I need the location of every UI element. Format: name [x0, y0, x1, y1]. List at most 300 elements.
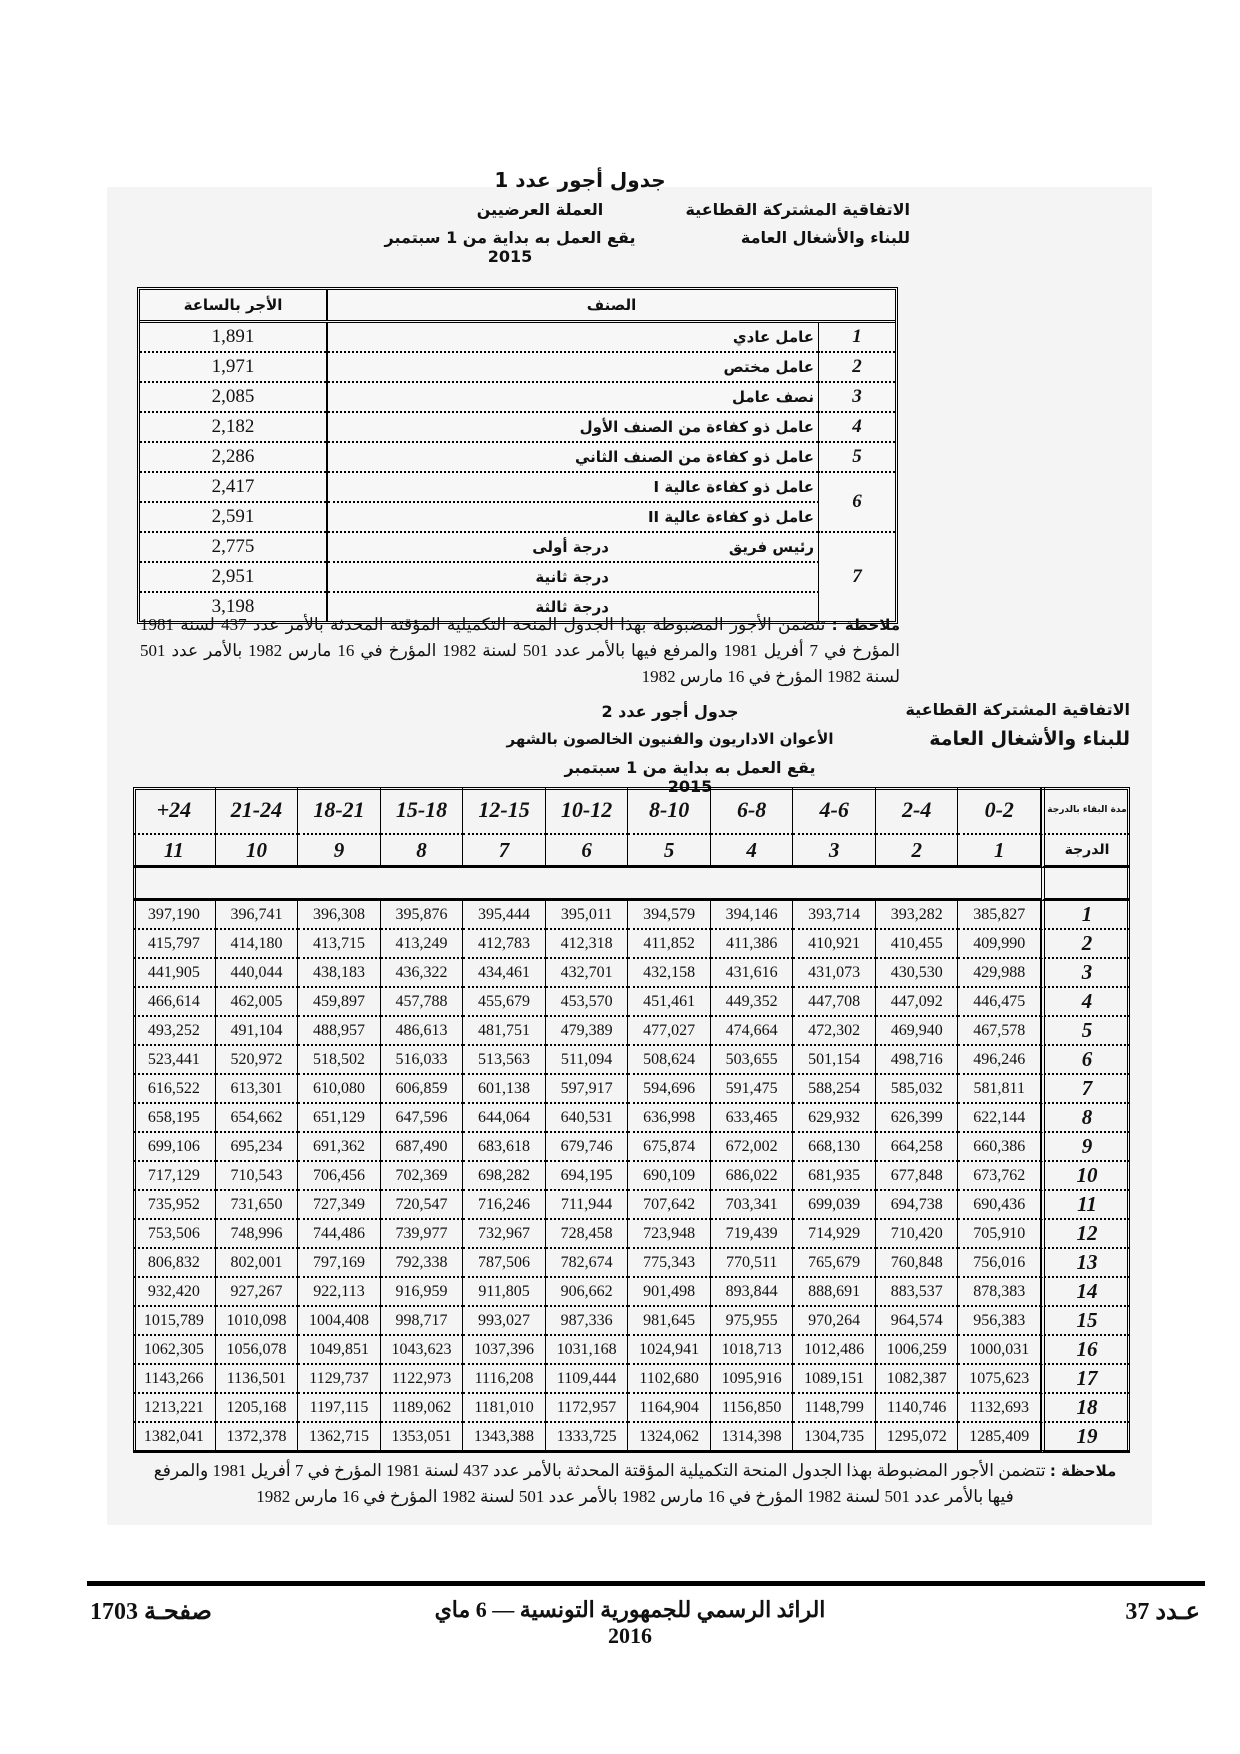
salary-cell: 610,080	[298, 1075, 381, 1104]
grade-number: 11	[1041, 1191, 1130, 1220]
salary-cell: 802,001	[216, 1249, 299, 1278]
table1-category-name: رئيس فريق	[728, 538, 814, 556]
salary-cell: 731,650	[216, 1191, 299, 1220]
table1-hourly-wage: 2,775	[140, 532, 327, 562]
salary-cell: 409,990	[958, 930, 1041, 959]
table1-category-number: 4	[819, 412, 896, 442]
salary-cell: 1116,208	[463, 1365, 546, 1394]
salary-cell: 744,486	[298, 1220, 381, 1249]
salary-cell: 523,441	[133, 1046, 216, 1075]
salary-cell: 518,502	[298, 1046, 381, 1075]
table1-category-name: عامل ذو كفاءة من الصنف الأول	[579, 418, 814, 436]
table2-category: الأعوان الاداريون والفنيون الخالصون بالشهر	[506, 730, 834, 748]
table2-row	[133, 1249, 1130, 1278]
table1-category-number: 1	[819, 322, 896, 353]
salary-cell: 694,738	[876, 1191, 959, 1220]
salary-cell: 1213,221	[133, 1394, 216, 1423]
salary-cell: 727,349	[298, 1191, 381, 1220]
salary-cell: 770,511	[711, 1249, 794, 1278]
salary-cell: 717,129	[133, 1162, 216, 1191]
salary-cell: 1164,904	[628, 1394, 711, 1423]
header-step: 5	[628, 835, 711, 868]
header-step: 6	[546, 835, 629, 868]
salary-cell: 472,302	[793, 1017, 876, 1046]
salary-cell: 385,827	[958, 901, 1041, 930]
salary-cell: 520,972	[216, 1046, 299, 1075]
salary-cell: 441,905	[133, 959, 216, 988]
salary-cell: 716,246	[463, 1191, 546, 1220]
salary-cell: 707,642	[628, 1191, 711, 1220]
table1-hourly-wage: 2,951	[140, 562, 327, 592]
table2-row	[133, 1365, 1130, 1394]
salary-cell: 581,811	[958, 1075, 1041, 1104]
table1-header-category: الصنف	[327, 290, 895, 322]
salary-cell: 675,874	[628, 1133, 711, 1162]
salary-cell: 601,138	[463, 1075, 546, 1104]
salary-cell: 496,246	[958, 1046, 1041, 1075]
salary-cell: 459,897	[298, 988, 381, 1017]
salary-cell: 1024,941	[628, 1336, 711, 1365]
salary-cell: 710,543	[216, 1162, 299, 1191]
table1-org-line2: للبناء والأشغال العامة	[740, 228, 910, 247]
salary-cell: 673,762	[958, 1162, 1041, 1191]
salary-cell: 597,917	[546, 1075, 629, 1104]
salary-cell: 927,267	[216, 1278, 299, 1307]
table2-title: جدول أجور عدد 2	[601, 702, 739, 721]
table2-row	[133, 1017, 1130, 1046]
salary-cell: 410,921	[793, 930, 876, 959]
table2-row	[133, 1336, 1130, 1365]
salary-cell: 412,318	[546, 930, 629, 959]
salary-cell: 922,113	[298, 1278, 381, 1307]
table1-category-grade: درجة أولى	[532, 538, 609, 556]
salary-cell: 782,674	[546, 1249, 629, 1278]
salary-cell: 681,935	[793, 1162, 876, 1191]
table2-row	[133, 901, 1130, 930]
table1-category: العملة العرضيين	[476, 200, 604, 219]
salary-cell: 987,336	[546, 1307, 629, 1336]
salary-cell: 446,475	[958, 988, 1041, 1017]
table2-row	[133, 1220, 1130, 1249]
blank-cell	[1041, 868, 1130, 901]
salary-cell: 588,254	[793, 1075, 876, 1104]
salary-cell: 792,338	[381, 1249, 464, 1278]
salary-cell: 911,805	[463, 1278, 546, 1307]
salary-cell: 1129,737	[298, 1365, 381, 1394]
salary-cell: 488,957	[298, 1017, 381, 1046]
table1-category-number: 2	[819, 352, 896, 382]
blank-cell	[133, 868, 1041, 901]
salary-cell: 636,998	[628, 1104, 711, 1133]
table1-hourly-wage: 2,085	[140, 382, 327, 412]
header-duration: 24+	[133, 787, 216, 835]
salary-cell: 998,717	[381, 1307, 464, 1336]
salary-cell: 956,383	[958, 1307, 1041, 1336]
table1-row	[140, 532, 895, 562]
salary-cell: 1295,072	[876, 1423, 959, 1453]
table1-category-name: نصف عامل	[731, 388, 814, 406]
footer-page-number: صفحـة 1703	[90, 1599, 212, 1625]
salary-cell: 516,033	[381, 1046, 464, 1075]
salary-cell: 753,506	[133, 1220, 216, 1249]
salary-cell: 1095,916	[711, 1365, 794, 1394]
salary-cell: 1353,051	[381, 1423, 464, 1453]
table1-header-wage: الأجر بالساعة	[140, 290, 327, 322]
table1-hourly-wage: 1,891	[140, 322, 327, 353]
salary-cell: 440,044	[216, 959, 299, 988]
table1-row	[140, 382, 895, 412]
table1-effective-date: يقع العمل به بداية من 1 سبتمبر 2015	[384, 228, 636, 266]
salary-cell: 714,929	[793, 1220, 876, 1249]
salary-cell: 1037,396	[463, 1336, 546, 1365]
table1-row	[140, 502, 895, 532]
salary-cell: 993,027	[463, 1307, 546, 1336]
salary-cell: 723,948	[628, 1220, 711, 1249]
salary-cell: 1062,305	[133, 1336, 216, 1365]
salary-cell: 1015,789	[133, 1307, 216, 1336]
salary-cell: 410,455	[876, 930, 959, 959]
salary-cell: 431,616	[711, 959, 794, 988]
salary-cell: 705,910	[958, 1220, 1041, 1249]
table2-row	[133, 1278, 1130, 1307]
grade-number: 3	[1041, 959, 1130, 988]
table1-hourly-wages	[137, 287, 898, 624]
header-duration: 15-18	[381, 787, 464, 835]
salary-cell: 975,955	[711, 1307, 794, 1336]
salary-cell: 633,465	[711, 1104, 794, 1133]
salary-cell: 477,027	[628, 1017, 711, 1046]
salary-cell: 1102,680	[628, 1365, 711, 1394]
grade-number: 17	[1041, 1365, 1130, 1394]
salary-cell: 1132,693	[958, 1394, 1041, 1423]
salary-cell: 1285,409	[958, 1423, 1041, 1453]
salary-cell: 474,664	[711, 1017, 794, 1046]
table1-category-name: عامل ذو كفاءة من الصنف الثاني	[574, 448, 814, 466]
salary-cell: 413,249	[381, 930, 464, 959]
salary-cell: 651,129	[298, 1104, 381, 1133]
salary-cell: 644,064	[463, 1104, 546, 1133]
salary-cell: 1122,973	[381, 1365, 464, 1394]
salary-cell: 486,613	[381, 1017, 464, 1046]
salary-cell: 447,708	[793, 988, 876, 1017]
salary-cell: 1075,623	[958, 1365, 1041, 1394]
salary-cell: 756,016	[958, 1249, 1041, 1278]
salary-cell: 1043,623	[381, 1336, 464, 1365]
table2-row	[133, 1046, 1130, 1075]
salary-cell: 1136,501	[216, 1365, 299, 1394]
salary-cell: 1181,010	[463, 1394, 546, 1423]
salary-cell: 457,788	[381, 988, 464, 1017]
salary-cell: 467,578	[958, 1017, 1041, 1046]
table1-category-number: 5	[819, 442, 896, 472]
salary-cell: 981,645	[628, 1307, 711, 1336]
table1-category-name: عامل ذو كفاءة عالية II	[647, 508, 814, 526]
salary-cell: 1304,735	[793, 1423, 876, 1453]
salary-cell: 462,005	[216, 988, 299, 1017]
salary-cell: 775,343	[628, 1249, 711, 1278]
salary-cell: 916,959	[381, 1278, 464, 1307]
table1-category-name	[609, 568, 814, 586]
table2-org-line2: للبناء والأشغال العامة	[929, 728, 1130, 750]
salary-cell: 613,301	[216, 1075, 299, 1104]
salary-cell: 1089,151	[793, 1365, 876, 1394]
salary-cell: 647,596	[381, 1104, 464, 1133]
grade-number: 14	[1041, 1278, 1130, 1307]
salary-cell: 1372,378	[216, 1423, 299, 1453]
header-step: 8	[381, 835, 464, 868]
table2-monthly-wages	[133, 787, 1130, 1453]
salary-cell: 1314,398	[711, 1423, 794, 1453]
salary-cell: 677,848	[876, 1162, 959, 1191]
salary-cell: 699,106	[133, 1133, 216, 1162]
salary-cell: 466,614	[133, 988, 216, 1017]
footer-publication: الرائد الرسمي للجمهورية التونسية — 6 ماي 2016	[434, 1597, 826, 1648]
salary-cell: 501,154	[793, 1046, 876, 1075]
salary-cell: 683,618	[463, 1133, 546, 1162]
salary-cell: 1197,115	[298, 1394, 381, 1423]
salary-cell: 806,832	[133, 1249, 216, 1278]
header-duration: 18-21	[298, 787, 381, 835]
grade-number: 4	[1041, 988, 1130, 1017]
salary-cell: 690,436	[958, 1191, 1041, 1220]
salary-cell: 411,386	[711, 930, 794, 959]
salary-cell: 699,039	[793, 1191, 876, 1220]
salary-cell: 719,439	[711, 1220, 794, 1249]
header-step: 3	[793, 835, 876, 868]
table2-row	[133, 1133, 1130, 1162]
table2-row	[133, 959, 1130, 988]
salary-cell: 787,506	[463, 1249, 546, 1278]
table1-hourly-wage: 3,198	[211, 596, 255, 617]
header-step-label: الدرجة	[1041, 835, 1130, 868]
salary-cell: 883,537	[876, 1278, 959, 1307]
salary-cell: 668,130	[793, 1133, 876, 1162]
table1-category-grade: درجة ثالثة	[535, 598, 609, 616]
salary-cell: 395,876	[381, 901, 464, 930]
salary-cell: 412,783	[463, 930, 546, 959]
table1-note	[140, 612, 900, 690]
table2-row	[133, 1191, 1130, 1220]
salary-cell: 606,859	[381, 1075, 464, 1104]
header-duration: 10-12	[546, 787, 629, 835]
table1-title: جدول أجور عدد 1	[494, 168, 666, 192]
salary-cell: 710,420	[876, 1220, 959, 1249]
salary-cell: 436,322	[381, 959, 464, 988]
header-step: 7	[463, 835, 546, 868]
grade-number: 10	[1041, 1162, 1130, 1191]
salary-cell: 698,282	[463, 1162, 546, 1191]
salary-cell: 594,696	[628, 1075, 711, 1104]
salary-cell: 658,195	[133, 1104, 216, 1133]
salary-cell: 393,714	[793, 901, 876, 930]
salary-cell: 508,624	[628, 1046, 711, 1075]
salary-cell: 735,952	[133, 1191, 216, 1220]
table1-category-name: عامل عادي	[732, 328, 814, 346]
table1-row	[140, 412, 895, 442]
salary-cell: 964,574	[876, 1307, 959, 1336]
table1-category-name: عامل مختص	[723, 358, 814, 376]
salary-cell: 906,662	[546, 1278, 629, 1307]
table1-row	[140, 442, 895, 472]
table1-category-number: 3	[819, 382, 896, 412]
salary-cell: 1205,168	[216, 1394, 299, 1423]
salary-cell: 432,158	[628, 959, 711, 988]
header-duration: 2-4	[876, 787, 959, 835]
grade-number: 9	[1041, 1133, 1130, 1162]
salary-cell: 1156,850	[711, 1394, 794, 1423]
table1-category-number: 6	[819, 472, 896, 532]
salary-cell: 1012,486	[793, 1336, 876, 1365]
header-duration: 8-10	[628, 787, 711, 835]
header-duration: 6-8	[711, 787, 794, 835]
salary-cell: 1172,957	[546, 1394, 629, 1423]
header-duration: 21-24	[216, 787, 299, 835]
salary-cell: 760,848	[876, 1249, 959, 1278]
salary-cell: 686,022	[711, 1162, 794, 1191]
salary-cell: 396,741	[216, 901, 299, 930]
table2-row	[133, 988, 1130, 1017]
salary-cell: 702,369	[381, 1162, 464, 1191]
salary-cell: 720,547	[381, 1191, 464, 1220]
salary-cell: 396,308	[298, 901, 381, 930]
grade-number: 7	[1041, 1075, 1130, 1104]
table2-row	[133, 1394, 1130, 1423]
salary-cell: 431,073	[793, 959, 876, 988]
salary-cell: 691,362	[298, 1133, 381, 1162]
table2-row	[133, 1423, 1130, 1453]
salary-cell: 893,844	[711, 1278, 794, 1307]
table1-hourly-wage: 1,971	[140, 352, 327, 382]
footer-issue-number: عـدد 37	[1125, 1599, 1200, 1625]
table2-note	[140, 1458, 1130, 1510]
salary-cell: 469,940	[876, 1017, 959, 1046]
salary-cell: 640,531	[546, 1104, 629, 1133]
salary-cell: 434,461	[463, 959, 546, 988]
header-step: 10	[216, 835, 299, 868]
table2-row	[133, 930, 1130, 959]
grade-number: 5	[1041, 1017, 1130, 1046]
salary-cell: 1362,715	[298, 1423, 381, 1453]
table1-hourly-wage: 2,182	[140, 412, 327, 442]
table1-category-name: عامل ذو كفاءة عالية I	[653, 478, 814, 496]
salary-cell: 706,456	[298, 1162, 381, 1191]
salary-cell: 414,180	[216, 930, 299, 959]
header-duration: 12-15	[463, 787, 546, 835]
salary-cell: 449,352	[711, 988, 794, 1017]
salary-cell: 732,967	[463, 1220, 546, 1249]
header-step: 2	[876, 835, 959, 868]
salary-cell: 970,264	[793, 1307, 876, 1336]
salary-cell: 672,002	[711, 1133, 794, 1162]
table1-note-label: ملاحظة :	[831, 616, 901, 634]
salary-cell: 413,715	[298, 930, 381, 959]
salary-cell: 687,490	[381, 1133, 464, 1162]
salary-cell: 1031,168	[546, 1336, 629, 1365]
salary-cell: 1333,725	[546, 1423, 629, 1453]
table1-row	[140, 472, 895, 502]
grade-number: 19	[1041, 1423, 1130, 1453]
salary-cell: 1140,746	[876, 1394, 959, 1423]
salary-cell: 447,092	[876, 988, 959, 1017]
salary-cell: 411,852	[628, 930, 711, 959]
grade-number: 15	[1041, 1307, 1130, 1336]
grade-number: 6	[1041, 1046, 1130, 1075]
salary-cell: 1189,062	[381, 1394, 464, 1423]
salary-cell: 1343,388	[463, 1423, 546, 1453]
grade-number: 2	[1041, 930, 1130, 959]
salary-cell: 1148,799	[793, 1394, 876, 1423]
salary-cell: 451,461	[628, 988, 711, 1017]
salary-cell: 694,195	[546, 1162, 629, 1191]
salary-cell: 511,094	[546, 1046, 629, 1075]
salary-cell: 878,383	[958, 1278, 1041, 1307]
salary-cell: 393,282	[876, 901, 959, 930]
salary-cell: 493,252	[133, 1017, 216, 1046]
table1-hourly-wage: 2,286	[140, 442, 327, 472]
salary-cell: 1006,259	[876, 1336, 959, 1365]
table2-note-text: تتضمن الأجور المضبوطة بهذا الجدول المنحة التكميلية المؤقتة المحدثة بالأمر عدد 437 لسنة 1981 المؤرخ في 7 أفريل 1981 والمرفع فيها بالأمر عدد 501 لسنة 1982 المؤرخ في 16 مارس 1982 بالأمر عدد 501 لسنة 1982 المؤرخ في 16 مارس 1982	[153, 1461, 1046, 1506]
table1-hourly-wage: 2,591	[140, 502, 327, 532]
salary-cell: 690,109	[628, 1162, 711, 1191]
table1-category-number: 7	[819, 532, 896, 621]
salary-cell: 664,258	[876, 1133, 959, 1162]
salary-cell: 679,746	[546, 1133, 629, 1162]
salary-cell: 616,522	[133, 1075, 216, 1104]
salary-cell: 711,944	[546, 1191, 629, 1220]
salary-cell: 728,458	[546, 1220, 629, 1249]
footer-divider	[87, 1581, 1205, 1586]
salary-cell: 395,011	[546, 901, 629, 930]
table1-row	[140, 562, 895, 592]
table2-row	[133, 1104, 1130, 1133]
header-step: 11	[133, 835, 216, 868]
grade-number: 8	[1041, 1104, 1130, 1133]
salary-cell: 1082,387	[876, 1365, 959, 1394]
salary-cell: 1049,851	[298, 1336, 381, 1365]
salary-cell: 455,679	[463, 988, 546, 1017]
salary-cell: 453,570	[546, 988, 629, 1017]
salary-cell: 1143,266	[133, 1365, 216, 1394]
grade-number: 13	[1041, 1249, 1130, 1278]
grade-number: 1	[1041, 901, 1130, 930]
grade-number: 12	[1041, 1220, 1130, 1249]
salary-cell: 395,444	[463, 901, 546, 930]
salary-cell: 629,932	[793, 1104, 876, 1133]
table1-row	[140, 322, 895, 353]
salary-cell: 481,751	[463, 1017, 546, 1046]
salary-cell: 498,716	[876, 1046, 959, 1075]
salary-cell: 932,420	[133, 1278, 216, 1307]
salary-cell: 429,988	[958, 959, 1041, 988]
table2-note-label: ملاحظة :	[1049, 1462, 1117, 1480]
salary-cell: 1004,408	[298, 1307, 381, 1336]
salary-cell: 430,530	[876, 959, 959, 988]
salary-cell: 703,341	[711, 1191, 794, 1220]
header-duration-label: مدة البقاء بالدرجة	[1041, 787, 1130, 835]
salary-cell: 394,146	[711, 901, 794, 930]
salary-cell: 585,032	[876, 1075, 959, 1104]
salary-cell: 888,691	[793, 1278, 876, 1307]
header-step: 9	[298, 835, 381, 868]
salary-cell: 1018,713	[711, 1336, 794, 1365]
salary-cell: 1382,041	[133, 1423, 216, 1453]
salary-cell: 765,679	[793, 1249, 876, 1278]
salary-cell: 626,399	[876, 1104, 959, 1133]
header-duration: 0-2	[958, 787, 1041, 835]
salary-cell: 1324,062	[628, 1423, 711, 1453]
salary-cell: 491,104	[216, 1017, 299, 1046]
salary-cell: 397,190	[133, 901, 216, 930]
